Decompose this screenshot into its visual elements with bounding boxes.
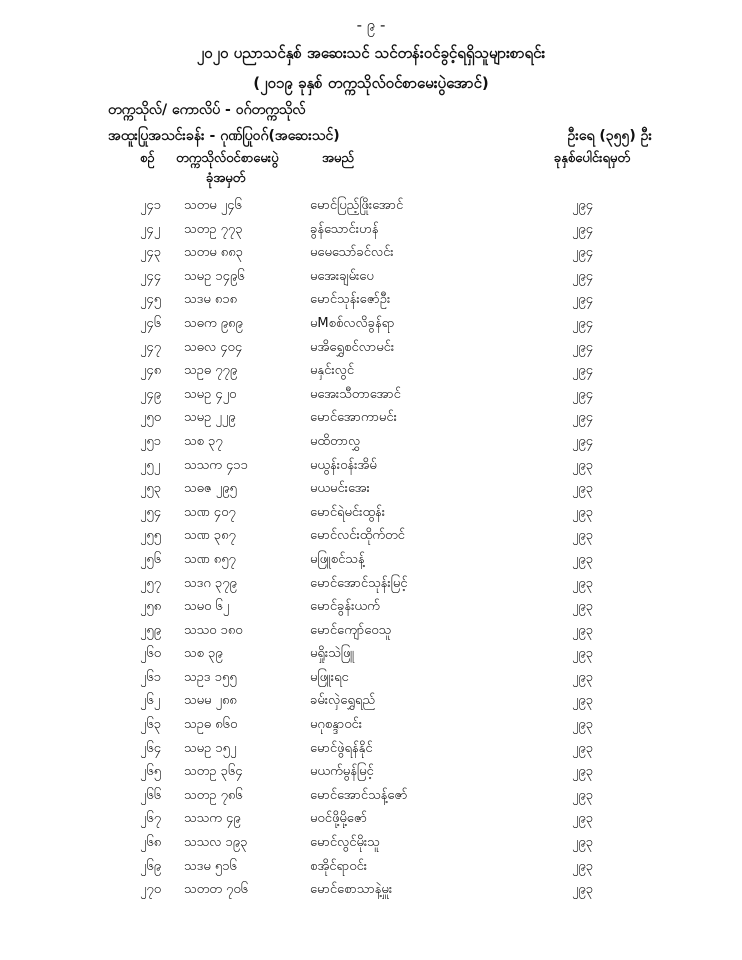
row-number: ၂၄၄ — [140, 268, 162, 284]
score: ၂၉၄ — [572, 315, 594, 331]
header-no: စဉ် — [140, 151, 155, 166]
row-number: ၂၄၂ — [140, 221, 161, 237]
row-number: ၂၅၆ — [140, 551, 162, 567]
header-roll-number-line2: ခုံအမှတ် — [206, 171, 246, 186]
student-name: မနှင်းလွင် — [310, 363, 355, 379]
table-row — [0, 877, 742, 901]
row-number: ၂၆၅ — [140, 764, 162, 780]
roll-number: သဓဇ ၂၉၅ — [184, 481, 237, 497]
row-number: ၂၆၄ — [140, 740, 162, 756]
document-subtitle: (၂၀၁၉ ခုနှစ် တက္ကသိုလ်ဝင်စာမေးပွဲအောင်) — [253, 74, 489, 92]
table-row — [0, 547, 742, 571]
student-name: မောင်လွင်မိုးသူ — [310, 835, 380, 851]
row-number: ၂၅၃ — [140, 481, 162, 497]
roll-number: သမဥ ၁၄၉၆ — [184, 268, 245, 284]
row-number: ၂၆၀ — [140, 646, 162, 662]
score: ၂၉၃ — [572, 669, 594, 685]
student-name: မဖြူးရင — [310, 669, 349, 685]
table-row — [0, 311, 742, 335]
student-name: မအေးသီတာအောင် — [310, 386, 401, 402]
student-name: မောင်ကျော်ဝေသူ — [310, 622, 392, 638]
roll-number: သမဥ ၂၂၉ — [184, 410, 236, 426]
roll-number: သမဥ ၄၂၀ — [184, 386, 237, 402]
table-row — [0, 476, 742, 500]
score: ၂၉၃ — [572, 717, 594, 733]
score: ၂၉၄ — [572, 292, 594, 308]
row-number: ၂၆၃ — [140, 717, 162, 733]
student-name: မဝင်ဖို့မို့ဇော် — [310, 811, 367, 827]
roll-number: သဏ ၃၈၇ — [184, 528, 236, 544]
header-name: အမည် — [322, 151, 354, 166]
row-number: ၂၅၂ — [140, 457, 161, 473]
row-number: ၂၄၉ — [140, 386, 162, 402]
student-name: မောင်အောင်သန့်ဇော် — [310, 787, 408, 803]
roll-number: သတဥ ၇၈၆ — [184, 787, 243, 803]
student-name: မောင်သုန်းဇော်ဦး — [310, 292, 391, 308]
table-row — [0, 618, 742, 642]
table-row — [0, 358, 742, 382]
score: ၂၉၃ — [572, 528, 594, 544]
student-name: မောင်စောသာနဲ့မှူး — [310, 882, 393, 898]
row-number: ၂၇၀ — [140, 882, 162, 898]
score: ၂၉၃ — [572, 835, 594, 851]
score: ၂၉၄ — [572, 363, 594, 379]
score: ၂၉၃ — [572, 599, 594, 615]
table-row — [0, 405, 742, 429]
table-row — [0, 736, 742, 760]
score: ၂၉၃ — [572, 764, 594, 780]
row-number: ၂၅၉ — [140, 622, 162, 638]
score: ၂၉၃ — [572, 622, 594, 638]
roll-number: သသက ၄၉ — [184, 811, 241, 827]
row-number: ၂၆၁ — [140, 669, 162, 685]
roll-number: သတဥ ၃၆၄ — [184, 764, 243, 780]
score: ၂၉၃ — [572, 575, 594, 591]
student-name: မယွန်းဝန်းအိမ် — [310, 457, 377, 473]
score: ၂၉၃ — [572, 551, 594, 567]
table-row — [0, 806, 742, 830]
roll-number: သသဝ ၁၈၀ — [184, 622, 243, 638]
score: ၂၉၄ — [572, 339, 594, 355]
row-number: ၂၄၈ — [140, 363, 162, 379]
row-number: ၂၅၀ — [140, 410, 162, 426]
roll-number: သစ ၃၉ — [184, 646, 223, 662]
roll-number: သသလ ၁၉၃ — [184, 835, 248, 851]
student-name: မယမင်းအေး — [310, 481, 370, 497]
roll-number: သဏ ၈၅၇ — [184, 551, 236, 567]
row-number: ၂၅၁ — [140, 433, 162, 449]
score: ၂၉၄ — [572, 245, 594, 261]
row-number: ၂၆၇ — [140, 811, 162, 827]
score: ၂၉၄ — [572, 221, 594, 237]
student-name: မထိတာလွှ — [310, 433, 361, 449]
student-name: မောင်ခွန်းယက် — [310, 599, 380, 615]
table-row — [0, 759, 742, 783]
roll-number: သဏ ၄၀၇ — [184, 504, 236, 520]
table-row — [0, 500, 742, 524]
row-number: ၂၄၃ — [140, 245, 162, 261]
student-name: မMစစ်လလိခွန်ရာ — [310, 315, 395, 331]
table-row — [0, 429, 742, 453]
table-row — [0, 453, 742, 477]
specialization-line: အထူးပြုအသင်းခန်း - ဂုဏ်ပြုဝဂ်(အဆေးသင်) — [108, 128, 340, 144]
table-row — [0, 264, 742, 288]
table-row — [0, 382, 742, 406]
roll-number: သစ ၃၇ — [184, 433, 223, 449]
score: ၂၉၄ — [572, 198, 594, 213]
document-title: ၂၀၂၀ ပညာသင်နှစ် အဆေးသင် သင်တန်းဝင်ခွင့်ရရှိသူများစာရင်း — [196, 44, 546, 62]
table-row — [0, 594, 742, 618]
roll-number: သတမ ၈၈၃ — [184, 245, 243, 261]
roll-number: သတဥ ၇၇၃ — [184, 221, 243, 237]
score: ၂၉၃ — [572, 504, 594, 520]
table-row — [0, 854, 742, 878]
score: ၂၉၃ — [572, 882, 594, 898]
table-row — [0, 712, 742, 736]
score: ၂၉၃ — [572, 693, 594, 709]
student-name: မဂုစန္ဒာဝင်း — [310, 717, 363, 733]
table-row — [0, 641, 742, 665]
row-number: ၂၄၇ — [140, 339, 162, 355]
row-number: ၂၆၂ — [140, 693, 161, 709]
student-name: မောင်ပြည့်ဖြိုးအောင် — [310, 198, 404, 213]
student-name: မအိရွှေစင်လာမင်း — [310, 339, 395, 355]
score: ၂၉၄ — [572, 268, 594, 284]
student-name: ခမ်းလှဲရွှေရည် — [310, 693, 376, 709]
table-row — [0, 335, 742, 359]
roll-number: သမဥ ၁၅၂ — [184, 740, 237, 756]
student-name: မအေးချမ်းပေ — [310, 268, 374, 284]
table-row — [0, 688, 742, 712]
table-row — [0, 830, 742, 854]
total-count: ဦးရေ (၃၅၅) ဦး — [567, 128, 652, 144]
row-number: ၂၅၇ — [140, 575, 162, 591]
page-number: - ၉ - — [356, 16, 386, 34]
roll-number: သဓက ၉၈၉ — [184, 315, 243, 331]
student-name: မဖြူစင်သန့် — [310, 551, 365, 567]
row-number: ၂၄၆ — [140, 315, 162, 331]
student-list — [0, 193, 742, 901]
table-row — [0, 217, 742, 241]
student-name: မောင်အောင်သုန်းမြင့် — [310, 575, 408, 591]
roll-number: သဥဒ ၁၅၅ — [184, 669, 237, 685]
score: ၂၉၃ — [572, 457, 594, 473]
student-name: ခွန်သောင်းဟန် — [310, 221, 379, 237]
roll-number: သတတ ၇၀၆ — [184, 882, 248, 898]
table-row — [0, 665, 742, 689]
header-code: ခုနှစ်ပေါင်းရမှတ် — [553, 151, 630, 166]
student-name: မမေသော်ခင်လင်း — [310, 245, 394, 261]
score: ၂၉၄ — [572, 410, 594, 426]
table-row — [0, 523, 742, 547]
row-number: ၂၄၁ — [140, 198, 162, 213]
score: ၂၉၃ — [572, 740, 594, 756]
table-row — [0, 571, 742, 595]
score: ၂၉၃ — [572, 858, 594, 874]
table-row — [0, 240, 742, 264]
score: ၂၉၄ — [572, 386, 594, 402]
row-number: ၂၆၈ — [140, 835, 162, 851]
row-number: ၂၅၄ — [140, 504, 162, 520]
roll-number: သတမ ၂၄၆ — [184, 198, 242, 213]
row-number: ၂၆၉ — [140, 858, 162, 874]
student-name: မရှိုးသဲဖြူ — [310, 646, 355, 662]
roll-number: သဒမ ၈၁၈ — [184, 292, 238, 308]
roll-number: သဒမ ၅၁၆ — [184, 858, 237, 874]
row-number: ၂၄၅ — [140, 292, 162, 308]
roll-number: သဥဓ ၈၆၀ — [184, 717, 238, 733]
roll-number: သမမ ၂၈၈ — [184, 693, 237, 709]
student-name: မောင်ရဲမင်းထွန်း — [310, 504, 386, 520]
table-row — [0, 287, 742, 311]
score: ၂၉၃ — [572, 646, 594, 662]
student-name: စအိုင်ရာဝင်း — [310, 858, 368, 874]
university-line: တက္ကသိုလ်/ ကောလိပ် - ဝဂ်တက္ကသိုလ် — [108, 102, 306, 118]
table-row — [0, 193, 742, 217]
row-number: ၂၆၆ — [140, 787, 162, 803]
table-row — [0, 783, 742, 807]
row-number: ၂၅၈ — [140, 599, 162, 615]
roll-number: သဒဂ ၃၇၉ — [184, 575, 237, 591]
roll-number: သမဝ ၆၂ — [184, 599, 230, 615]
student-name: မောင်အောကာမင်း — [310, 410, 397, 426]
row-number: ၂၅၅ — [140, 528, 162, 544]
header-roll-number: တက္ကသိုလ်ဝင်စာမေးပွဲ — [176, 151, 279, 166]
student-name: မယက်မွန်မြင့် — [310, 764, 374, 780]
student-name: မောင်လင်းထိုက်တင် — [310, 528, 405, 544]
roll-number: သသက ၄၁၁ — [184, 457, 248, 473]
score: ၂၉၃ — [572, 811, 594, 827]
roll-number: သဥဓ ၇၇၉ — [184, 363, 238, 379]
score: ၂၉၄ — [572, 433, 594, 449]
score: ၂၉၃ — [572, 481, 594, 497]
student-name: မောင်ဖွဲရန်နိုင် — [310, 740, 373, 756]
roll-number: သဓလ ၄၀၄ — [184, 339, 243, 355]
score: ၂၉၃ — [572, 787, 594, 803]
